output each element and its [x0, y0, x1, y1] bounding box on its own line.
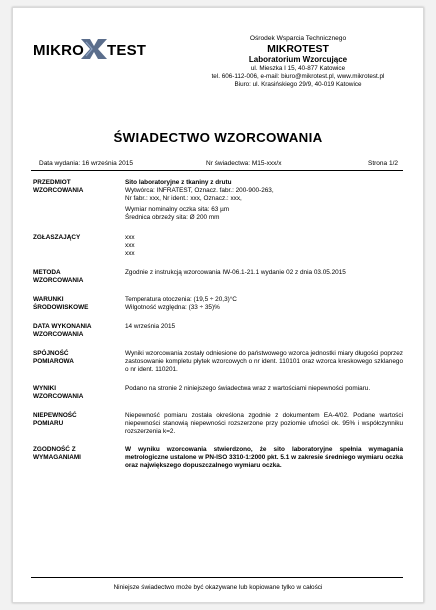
org-name: MIKROTEST [267, 43, 329, 55]
section-value: xxx xxx xxx [125, 234, 135, 257]
section-value: Temperatura otoczenia: (19,5 ÷ 20,3)°C Wilgotność względna: (33 ÷ 35)% [125, 296, 237, 311]
section-label: WARUNKI ŚRODOWISKOWE [33, 296, 89, 311]
section-value: Sito laboratoryjne z tkaniny z drutu Wytwórca: INFRATEST, Oznacz. fabr.: 200-900-263, Nr fabr.: xxx, Nr ident.: xxx, Oznacz.: xxx, Wymiar nominalny oczka sita: 63 µm Średnica obrzeży sita: Ø 200 mm [125, 179, 274, 222]
contact: tel. 606-112-006, e-mail: biuro@mikrotest.pl, www.mikrotest.pl [211, 73, 385, 80]
logo-x-icon [80, 37, 108, 61]
section-label: ZGODNOŚĆ Z WYMAGANIAMI [33, 446, 81, 461]
section-value: W wyniku wzorcowania stwierdzono, że sito laboratoryjne spełnia wymagania metrologiczne ustalone w PN-ISO 3310-1:2000 pkt. 5.1 w zakresie średniego wymiaru oczka oraz największego dopuszczalnego wymiaru oczka. [125, 446, 403, 469]
section-label: METODA WZORCOWANIA [33, 269, 84, 284]
mikrotest-logo [33, 36, 158, 62]
org-line: Ośrodek Wsparcia Technicznego [249, 35, 347, 42]
lab-header [193, 35, 403, 89]
section-value: Niepewność pomiaru została określona zgodnie z dokumentem EA-4/02. Podane wartości niepewności stanowią niepewności rozszerzone przy poziomie ufności ok. 95% i współczynniku rozszerzenia k=2. [125, 412, 403, 435]
section-value: Zgodnie z instrukcją wzorcowania IW-06.1-21.1 wydanie 02 z dnia 03.05.2015 [125, 269, 346, 276]
section-label: SPÓJNOŚĆ POMIAROWA [33, 350, 74, 365]
lab-name: Laboratorium Wzorcujące [248, 55, 348, 64]
section-value: Wyniki wzorcowania zostały odniesione do państwowego wzorca jednostki miary długości poprzez zastosowanie kompletu płytek wzorcowych o nr ident. 110101 oraz wzorca kreskowego szklanego o nr ident. 110201. [125, 350, 403, 373]
section-value: Podano na stronie 2 niniejszego świadectwa wraz z wartościami niepewności pomiaru. [125, 385, 371, 392]
address: ul. Mieszka I 15, 40-877 Katowice [250, 65, 346, 72]
issue-date: Data wydania: 16 września 2015 [39, 160, 133, 167]
document-title: ŚWIADECTWO WZORCOWANIA [113, 130, 323, 145]
logo-text-right: TEST [107, 42, 147, 59]
logo-text-left: MIKRO [33, 42, 84, 59]
certificate-number: Nr świadectwa: M15-xxx/x [206, 160, 282, 167]
section-label: ZGŁASZAJĄCY [33, 234, 81, 241]
document-page [12, 7, 424, 603]
section-label: NIEPEWNOŚĆ POMIARU [33, 412, 77, 427]
section-value: 14 września 2015 [125, 323, 176, 330]
office-address: Biuro: ul. Krasińskiego 29/9, 40-019 Katowice [234, 81, 362, 88]
footer-note: Niniejsze świadectwo może być okazywane lub kopiowane tylko w całości [113, 584, 323, 591]
divider-bottom [31, 577, 403, 578]
section-label: DATA WYKONANIA WZORCOWANIA [33, 323, 92, 338]
section-label: PRZEDMIOT WZORCOWANIA [33, 179, 84, 194]
divider-top [31, 170, 403, 171]
page-number: Strona 1/2 [368, 160, 398, 167]
section-label: WYNIKI WZORCOWANIA [33, 385, 84, 400]
